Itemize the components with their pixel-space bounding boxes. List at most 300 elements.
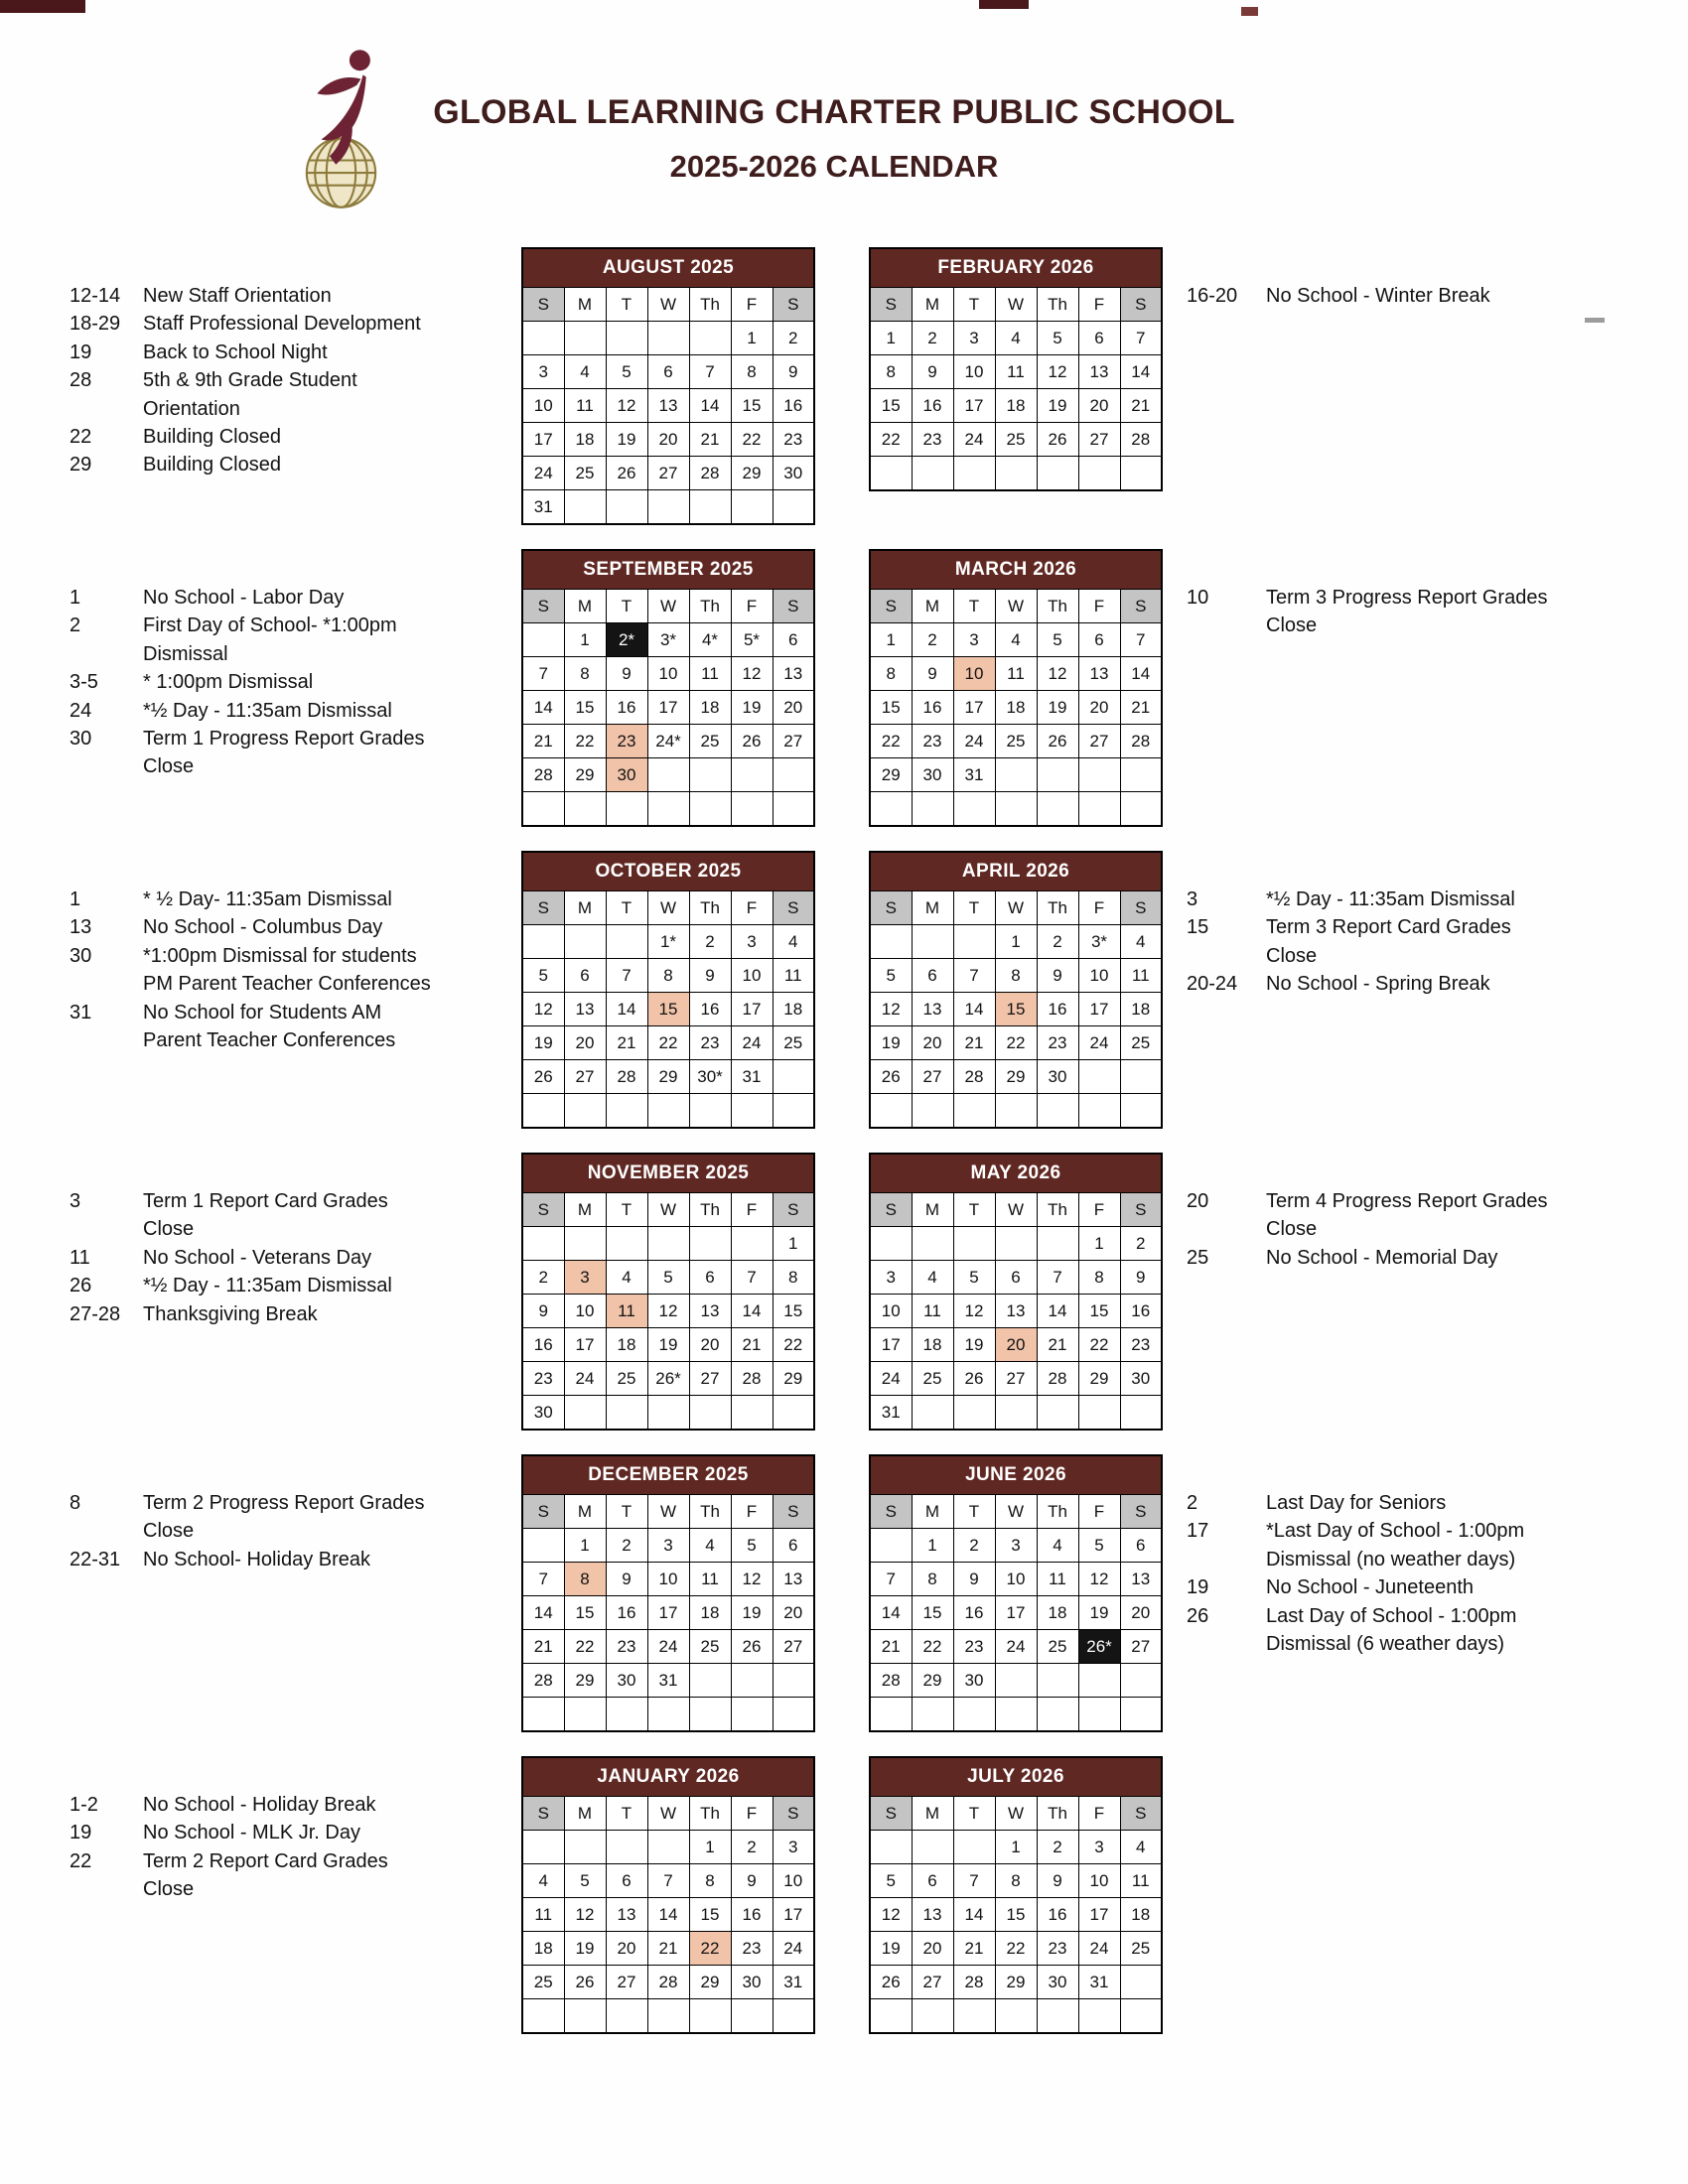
note-dates: 3-5	[70, 671, 98, 694]
day-header-row	[870, 288, 1162, 322]
day-cell: 16	[1120, 1295, 1162, 1328]
day-cell: 7	[689, 355, 731, 389]
day-header: W	[995, 590, 1037, 623]
school-name: GLOBAL LEARNING CHARTER PUBLIC SCHOOL	[433, 93, 1235, 131]
day-cell	[647, 1698, 689, 1732]
day-cell	[522, 1831, 564, 1864]
day-cell	[912, 792, 953, 827]
day-header-row	[522, 1495, 814, 1529]
day-cell: 8	[689, 1864, 731, 1898]
day-cell: 12	[1078, 1563, 1120, 1596]
day-cell	[1120, 1060, 1162, 1094]
month-title: JANUARY 2026	[522, 1757, 814, 1797]
day-cell: 4	[564, 355, 606, 389]
day-cell: 22	[870, 725, 912, 758]
day-cell: 2	[773, 322, 814, 355]
day-header: M	[912, 891, 953, 925]
day-header: Th	[1037, 1193, 1078, 1227]
day-cell	[1120, 457, 1162, 491]
day-cell	[912, 1698, 953, 1732]
day-cell: 1*	[647, 925, 689, 959]
day-cell: 14	[647, 1898, 689, 1932]
day-header: T	[953, 891, 995, 925]
week-row	[522, 1060, 814, 1094]
day-cell: 7	[1120, 322, 1162, 355]
day-cell: 26	[1037, 423, 1078, 457]
note-description: Staff Professional Development	[143, 313, 421, 336]
day-cell	[731, 1999, 773, 2034]
day-header: Th	[689, 590, 731, 623]
day-cell	[564, 925, 606, 959]
day-cell: 14	[522, 1596, 564, 1630]
note-description: No School- Holiday Break	[143, 1548, 370, 1570]
month-calendar	[869, 247, 1163, 491]
day-cell: 15	[647, 993, 689, 1026]
day-cell	[606, 1094, 647, 1129]
week-row	[870, 389, 1162, 423]
day-cell: 31	[1078, 1966, 1120, 1999]
day-cell: 15	[870, 389, 912, 423]
day-cell: 18	[1120, 993, 1162, 1026]
calendar-note	[70, 725, 521, 781]
school-logo	[294, 46, 409, 212]
day-header: F	[1078, 1797, 1120, 1831]
day-cell: 10	[1078, 1864, 1120, 1898]
day-cell: 1	[689, 1831, 731, 1864]
day-cell: 14	[1120, 355, 1162, 389]
day-header: S	[870, 891, 912, 925]
week-row	[522, 1831, 814, 1864]
day-cell: 26	[564, 1966, 606, 1999]
month-title-row	[870, 852, 1162, 891]
day-header: W	[647, 1495, 689, 1529]
day-cell	[870, 1831, 912, 1864]
day-cell: 24	[773, 1932, 814, 1966]
day-header: T	[606, 1193, 647, 1227]
day-cell: 30*	[689, 1060, 731, 1094]
day-cell: 28	[606, 1060, 647, 1094]
day-cell: 25	[606, 1362, 647, 1396]
week-row	[870, 1328, 1162, 1362]
week-row	[522, 1664, 814, 1698]
note-dates: 1-2	[70, 1794, 98, 1816]
day-cell: 20	[773, 1596, 814, 1630]
day-cell: 5	[564, 1864, 606, 1898]
day-cell	[773, 1664, 814, 1698]
day-header: M	[912, 1495, 953, 1529]
day-cell	[870, 1529, 912, 1563]
day-cell	[1078, 792, 1120, 827]
day-cell: 23	[1037, 1026, 1078, 1060]
day-cell	[689, 1227, 731, 1261]
day-header: T	[606, 1495, 647, 1529]
day-cell	[773, 792, 814, 827]
day-cell: 30	[1120, 1362, 1162, 1396]
day-header: S	[522, 1193, 564, 1227]
day-cell: 2	[606, 1529, 647, 1563]
day-cell	[731, 1396, 773, 1431]
week-row	[870, 657, 1162, 691]
day-cell: 28	[731, 1362, 773, 1396]
day-header: W	[647, 590, 689, 623]
note-description: No School for Students AM Parent Teacher Conferences	[143, 1001, 396, 1051]
day-cell: 16	[773, 389, 814, 423]
month-calendar	[869, 1454, 1163, 1732]
week-row	[870, 1261, 1162, 1295]
day-header: S	[1120, 590, 1162, 623]
calendar-row	[0, 1454, 1688, 1756]
note-dates: 13	[70, 916, 92, 939]
day-header: S	[522, 288, 564, 322]
day-cell	[870, 457, 912, 491]
day-cell	[606, 1831, 647, 1864]
day-cell: 24	[870, 1362, 912, 1396]
right-notes	[1163, 247, 1688, 310]
day-cell: 22	[564, 1630, 606, 1664]
note-description: No School - Holiday Break	[143, 1794, 376, 1816]
day-cell: 13	[564, 993, 606, 1026]
day-header: T	[606, 891, 647, 925]
day-cell	[647, 1831, 689, 1864]
day-cell: 4	[773, 925, 814, 959]
week-row	[522, 657, 814, 691]
day-header: W	[995, 1193, 1037, 1227]
calendar-note	[1187, 1244, 1688, 1272]
day-header: W	[647, 891, 689, 925]
day-cell: 11	[1037, 1563, 1078, 1596]
day-cell	[564, 1396, 606, 1431]
month-title: MARCH 2026	[870, 550, 1162, 590]
calendar-row	[0, 247, 1688, 549]
calendar-note	[1187, 1187, 1688, 1244]
day-cell: 27	[773, 1630, 814, 1664]
week-row	[870, 691, 1162, 725]
day-cell: 7	[1037, 1261, 1078, 1295]
day-cell: 10	[995, 1563, 1037, 1596]
day-header: S	[773, 891, 814, 925]
day-cell: 22	[731, 423, 773, 457]
note-description: *Last Day of School - 1:00pm Dismissal (no weather days)	[1266, 1520, 1525, 1570]
day-cell	[1078, 1060, 1120, 1094]
day-cell: 20	[1078, 691, 1120, 725]
note-description: Thanksgiving Break	[143, 1302, 318, 1325]
month-title-row	[870, 550, 1162, 590]
day-header-row	[870, 590, 1162, 623]
day-cell	[564, 792, 606, 827]
calendar-row	[0, 549, 1688, 851]
calendar-note	[70, 1272, 521, 1299]
day-cell	[1037, 1227, 1078, 1261]
day-cell: 19	[522, 1026, 564, 1060]
day-cell: 3*	[647, 623, 689, 657]
day-cell: 8	[870, 657, 912, 691]
day-cell: 5	[731, 1529, 773, 1563]
calendar-note	[70, 1791, 521, 1819]
day-cell	[870, 1094, 912, 1129]
week-row	[522, 1094, 814, 1129]
day-header: S	[870, 288, 912, 322]
day-cell: 3	[870, 1261, 912, 1295]
note-dates: 8	[70, 1492, 81, 1514]
calendar-note	[70, 1819, 521, 1846]
calendar-note	[70, 282, 521, 310]
day-cell: 24	[953, 725, 995, 758]
week-row	[870, 1898, 1162, 1932]
day-cell: 3	[773, 1831, 814, 1864]
week-row	[870, 457, 1162, 491]
day-cell: 11	[1120, 1864, 1162, 1898]
note-dates: 19	[1187, 1576, 1209, 1599]
day-header: S	[522, 1495, 564, 1529]
day-cell	[1078, 1396, 1120, 1431]
day-header: Th	[689, 1495, 731, 1529]
week-row	[522, 423, 814, 457]
calendar-note	[1187, 1517, 1688, 1573]
day-cell: 27	[912, 1060, 953, 1094]
left-notes	[70, 247, 521, 479]
calendar-row	[0, 1153, 1688, 1454]
week-row	[522, 691, 814, 725]
day-cell: 25	[1120, 1932, 1162, 1966]
day-cell	[773, 1698, 814, 1732]
week-row	[522, 355, 814, 389]
day-cell	[522, 1529, 564, 1563]
day-cell: 24	[995, 1630, 1037, 1664]
note-description: Term 2 Report Card Grades Close	[143, 1849, 388, 1901]
note-description: *½ Day - 11:35am Dismissal	[1266, 888, 1515, 910]
day-cell: 30	[953, 1664, 995, 1698]
day-cell: 29	[564, 1664, 606, 1698]
note-description: Last Day of School - 1:00pm Dismissal (6 weather days)	[1266, 1604, 1517, 1655]
week-row	[522, 490, 814, 525]
day-header-row	[870, 1193, 1162, 1227]
note-description: Building Closed	[143, 454, 281, 477]
week-row	[870, 322, 1162, 355]
day-cell	[647, 1999, 689, 2034]
day-cell: 15	[995, 993, 1037, 1026]
day-cell: 28	[1120, 423, 1162, 457]
day-cell: 1	[1078, 1227, 1120, 1261]
week-row	[870, 1630, 1162, 1664]
day-cell	[606, 322, 647, 355]
day-cell: 14	[870, 1596, 912, 1630]
day-cell: 23	[953, 1630, 995, 1664]
day-cell: 13	[606, 1898, 647, 1932]
day-cell: 17	[953, 691, 995, 725]
calendar-note	[70, 310, 521, 338]
day-cell: 3	[953, 623, 995, 657]
day-cell: 13	[995, 1295, 1037, 1328]
day-cell: 30	[1037, 1060, 1078, 1094]
day-cell: 30	[1037, 1966, 1078, 1999]
week-row	[522, 1630, 814, 1664]
day-header: S	[1120, 891, 1162, 925]
day-cell	[1120, 758, 1162, 792]
week-row	[522, 959, 814, 993]
day-header: T	[953, 288, 995, 322]
day-cell: 26*	[1078, 1630, 1120, 1664]
day-cell	[953, 1227, 995, 1261]
day-cell: 19	[1037, 691, 1078, 725]
calendar-note	[70, 423, 521, 451]
day-cell	[1037, 1698, 1078, 1732]
day-cell: 11	[1120, 959, 1162, 993]
note-description: No School - Labor Day	[143, 587, 345, 609]
month-calendar	[869, 1756, 1163, 2034]
day-cell: 13	[773, 1563, 814, 1596]
day-cell: 24	[953, 423, 995, 457]
week-row	[870, 925, 1162, 959]
day-header: S	[522, 1797, 564, 1831]
week-row	[870, 1596, 1162, 1630]
day-cell: 8	[912, 1563, 953, 1596]
day-cell	[773, 1999, 814, 2034]
day-header: T	[953, 1193, 995, 1227]
day-header: T	[953, 1797, 995, 1831]
day-cell	[647, 792, 689, 827]
day-cell	[731, 490, 773, 525]
day-cell	[647, 758, 689, 792]
calendar-rows	[0, 247, 1688, 2058]
day-cell: 10	[1078, 959, 1120, 993]
day-cell: 29	[731, 457, 773, 490]
day-cell: 4*	[689, 623, 731, 657]
day-cell	[522, 1227, 564, 1261]
day-cell: 18	[995, 389, 1037, 423]
week-row	[870, 959, 1162, 993]
day-cell: 9	[522, 1295, 564, 1328]
day-cell	[995, 792, 1037, 827]
week-row	[870, 1864, 1162, 1898]
day-cell	[1120, 1094, 1162, 1129]
day-cell: 17	[1078, 1898, 1120, 1932]
day-cell: 28	[1037, 1362, 1078, 1396]
day-cell: 21	[870, 1630, 912, 1664]
month-calendar	[521, 1454, 815, 1732]
day-header: W	[995, 891, 1037, 925]
day-cell: 12	[870, 993, 912, 1026]
day-cell	[1037, 758, 1078, 792]
day-cell	[870, 1999, 912, 2034]
month-table	[521, 851, 815, 1129]
day-cell: 12	[522, 993, 564, 1026]
day-cell: 25	[995, 423, 1037, 457]
day-cell: 24	[1078, 1932, 1120, 1966]
day-cell: 28	[522, 758, 564, 792]
day-cell: 19	[1078, 1596, 1120, 1630]
day-cell: 8	[647, 959, 689, 993]
month-table	[869, 1756, 1163, 2034]
day-cell: 20	[773, 691, 814, 725]
day-cell	[912, 1396, 953, 1431]
day-cell	[995, 1227, 1037, 1261]
day-cell: 16	[912, 691, 953, 725]
note-dates: 20-24	[1187, 973, 1238, 996]
day-cell: 25	[1120, 1026, 1162, 1060]
day-cell	[689, 1698, 731, 1732]
day-cell: 2	[1037, 1831, 1078, 1864]
week-row	[870, 1094, 1162, 1129]
month-title-row	[522, 1154, 814, 1193]
day-cell: 12	[606, 389, 647, 423]
person-globe-logo-icon	[294, 46, 409, 212]
day-cell: 8	[1078, 1261, 1120, 1295]
day-cell	[870, 1227, 912, 1261]
month-title-row	[522, 1757, 814, 1797]
calendar-note	[1187, 970, 1688, 998]
right-notes	[1163, 851, 1688, 999]
day-cell: 25	[1037, 1630, 1078, 1664]
day-cell: 28	[689, 457, 731, 490]
day-cell: 27	[1078, 423, 1120, 457]
day-cell: 10	[773, 1864, 814, 1898]
day-cell: 23	[606, 725, 647, 758]
day-cell: 8	[731, 355, 773, 389]
day-cell: 17	[995, 1596, 1037, 1630]
calendar-note	[1187, 1573, 1688, 1601]
day-cell: 9	[731, 1864, 773, 1898]
day-cell	[564, 1831, 606, 1864]
day-header: Th	[1037, 1797, 1078, 1831]
note-description: * 1:00pm Dismissal	[143, 671, 314, 694]
day-cell: 22	[647, 1026, 689, 1060]
day-cell: 5	[870, 959, 912, 993]
day-cell	[912, 1094, 953, 1129]
day-cell: 9	[773, 355, 814, 389]
day-cell	[522, 623, 564, 657]
day-cell: 7	[522, 1563, 564, 1596]
day-cell	[912, 1999, 953, 2034]
day-cell: 3*	[1078, 925, 1120, 959]
calendar-note	[70, 886, 521, 913]
day-cell: 7	[1120, 623, 1162, 657]
month-title-row	[870, 1757, 1162, 1797]
day-header: T	[606, 288, 647, 322]
day-header: W	[647, 1193, 689, 1227]
day-cell: 20	[689, 1328, 731, 1362]
note-description: No School - Memorial Day	[1266, 1246, 1498, 1269]
week-row	[522, 1396, 814, 1431]
day-cell: 23	[773, 423, 814, 457]
day-cell: 27	[647, 457, 689, 490]
day-cell	[1078, 758, 1120, 792]
day-cell: 8	[564, 657, 606, 691]
day-cell	[522, 925, 564, 959]
day-cell	[731, 1698, 773, 1732]
day-cell: 5	[870, 1864, 912, 1898]
note-dates: 20	[1187, 1190, 1209, 1212]
day-cell: 3	[564, 1261, 606, 1295]
day-cell: 21	[731, 1328, 773, 1362]
day-cell: 20	[564, 1026, 606, 1060]
day-cell: 21	[953, 1026, 995, 1060]
day-cell	[995, 1999, 1037, 2034]
day-cell: 16	[953, 1596, 995, 1630]
right-notes	[1163, 1756, 1688, 1791]
day-cell: 26	[1037, 725, 1078, 758]
day-cell	[522, 1999, 564, 2034]
day-cell: 25	[564, 457, 606, 490]
day-cell	[647, 1227, 689, 1261]
day-cell: 10	[953, 657, 995, 691]
note-description: No School - Veterans Day	[143, 1246, 372, 1269]
calendar-note	[70, 697, 521, 725]
day-header: M	[564, 891, 606, 925]
day-header: S	[1120, 1495, 1162, 1529]
day-cell: 31	[773, 1966, 814, 1999]
day-cell: 6	[1120, 1529, 1162, 1563]
calendar-row	[0, 1756, 1688, 2058]
